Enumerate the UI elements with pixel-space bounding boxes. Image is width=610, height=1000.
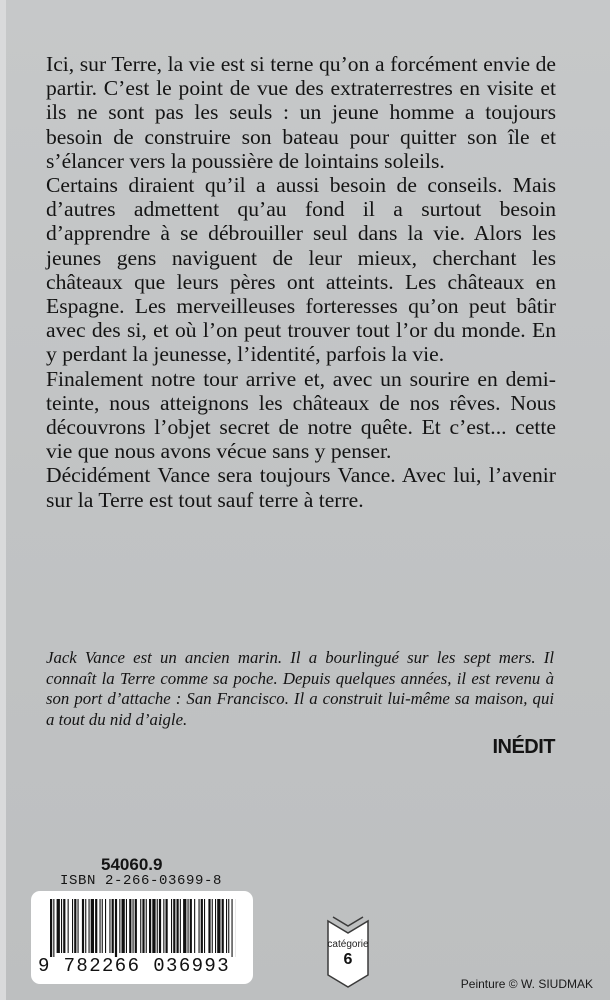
paragraph-2: Certains diraient qu’il a aussi besoin de conseils. Mais d’autres admettent qu’au fond il a surtout besoin d’apprendre à se débrouiller seul dans la vie. Alors les jeunes gens naviguent de leur mieux, cherchant les châteaux que leurs pères ont atteints. Les châteaux en Espagne. Les merveilleuses forteresses qu’on peut bâtir avec des si, et où l’on peut trouver tout l’or du monde. En y perdant la jeunesse, l’identité, parfois la vie. bbox=[46, 173, 556, 367]
category-label: catégorie bbox=[327, 939, 369, 950]
barcode-bar bbox=[177, 899, 179, 953]
inedit-badge: INÉDIT bbox=[492, 736, 555, 758]
barcode-bar bbox=[159, 899, 161, 953]
barcode-bar bbox=[226, 899, 227, 953]
barcode-bar bbox=[217, 899, 220, 953]
barcode-bar bbox=[91, 899, 94, 953]
barcode-bar bbox=[232, 899, 233, 957]
barcode-bar bbox=[89, 899, 90, 953]
barcode-bar bbox=[140, 899, 141, 953]
barcode-bar bbox=[63, 899, 65, 953]
barcode-bar bbox=[180, 899, 181, 953]
barcode-bar bbox=[201, 899, 203, 953]
barcode-digits: 9 782266 036993 bbox=[38, 955, 231, 977]
barcode bbox=[31, 891, 253, 984]
paragraph-4: Décidément Vance sera toujours Vance. Avec lui, l’avenir sur la Terre est tout sauf terre à terre. bbox=[46, 463, 556, 512]
barcode-bar bbox=[82, 899, 84, 953]
isbn: ISBN 2-266-03699-8 bbox=[60, 873, 223, 889]
barcode-bar bbox=[142, 899, 144, 953]
barcode-bar bbox=[112, 899, 114, 953]
barcode-bar bbox=[78, 899, 79, 953]
barcode-bar bbox=[53, 899, 54, 957]
barcode-bar bbox=[208, 899, 210, 953]
illustration-credit: Peinture © W. SIUDMAK bbox=[460, 977, 593, 991]
barcode-bar bbox=[95, 899, 97, 953]
barcode-bar bbox=[61, 899, 62, 953]
barcode-bar bbox=[149, 899, 151, 953]
barcode-bar bbox=[194, 899, 195, 953]
barcode-bar bbox=[215, 899, 216, 953]
barcode-bar bbox=[115, 899, 117, 957]
barcode-bar bbox=[228, 899, 229, 953]
barcode-bar bbox=[50, 899, 52, 957]
barcode-bar bbox=[100, 899, 101, 953]
barcode-bar bbox=[57, 899, 60, 953]
paragraph-1: Ici, sur Terre, la vie est si terne qu’on a forcément envie de partir. C’est le point de vue des extraterrestres en visite et ils ne sont pas les seuls : un jeune homme a toujours besoin de construire son bateau pour quitter son île et s’élancer vers la poussière de lointains soleils. bbox=[46, 52, 556, 173]
category-number: 6 bbox=[343, 951, 353, 968]
barcode-bar bbox=[68, 899, 69, 953]
product-code: 54060.9 bbox=[101, 855, 163, 874]
cover-edge bbox=[0, 0, 6, 1000]
barcode-bar bbox=[133, 899, 134, 953]
barcode-bar bbox=[199, 899, 200, 953]
barcode-bar bbox=[119, 899, 120, 953]
barcode-bar bbox=[135, 899, 137, 953]
barcode-bars bbox=[50, 899, 236, 957]
barcode-bar bbox=[152, 899, 155, 953]
category-badge bbox=[325, 915, 371, 989]
barcode-bar bbox=[171, 899, 172, 953]
barcode-bar bbox=[222, 899, 224, 953]
barcode-bar bbox=[129, 899, 131, 953]
barcode-bar bbox=[85, 899, 86, 953]
barcode-bar bbox=[190, 899, 192, 953]
barcode-bar bbox=[72, 899, 73, 953]
cover-text bbox=[46, 52, 556, 512]
barcode-bar bbox=[173, 899, 175, 953]
barcode-bar bbox=[105, 899, 106, 953]
barcode-bar bbox=[157, 899, 158, 953]
barcode-bar bbox=[204, 899, 205, 953]
author-bio: Jack Vance est un ancien marin. Il a bourlingué sur les sept mers. Il connaît la Terre comme sa poche. Depuis quelques années, il est revenu à son port d’attache : San Francisco. Il a construit lui-même sa maison, qui a tout du nid d’aigle. bbox=[46, 648, 554, 729]
barcode-bar bbox=[188, 899, 189, 953]
barcode-bar bbox=[122, 899, 125, 953]
barcode-bar bbox=[102, 899, 103, 953]
barcode-bar bbox=[163, 899, 164, 953]
barcode-bar bbox=[126, 899, 127, 953]
barcode-bar bbox=[146, 899, 147, 953]
barcode-bar bbox=[166, 899, 168, 953]
barcode-bar bbox=[212, 899, 213, 953]
paragraph-3: Finalement notre tour arrive et, avec un sourire en demi-teinte, nous atteignons les châteaux de nos rêves. Nous découvrons l’objet secret de notre quête. Et c’est... cette vie que nous avons vécue sans y penser. bbox=[46, 366, 556, 464]
barcode-bar bbox=[109, 899, 110, 953]
barcode-bar bbox=[183, 899, 186, 953]
barcode-bar bbox=[74, 899, 76, 953]
